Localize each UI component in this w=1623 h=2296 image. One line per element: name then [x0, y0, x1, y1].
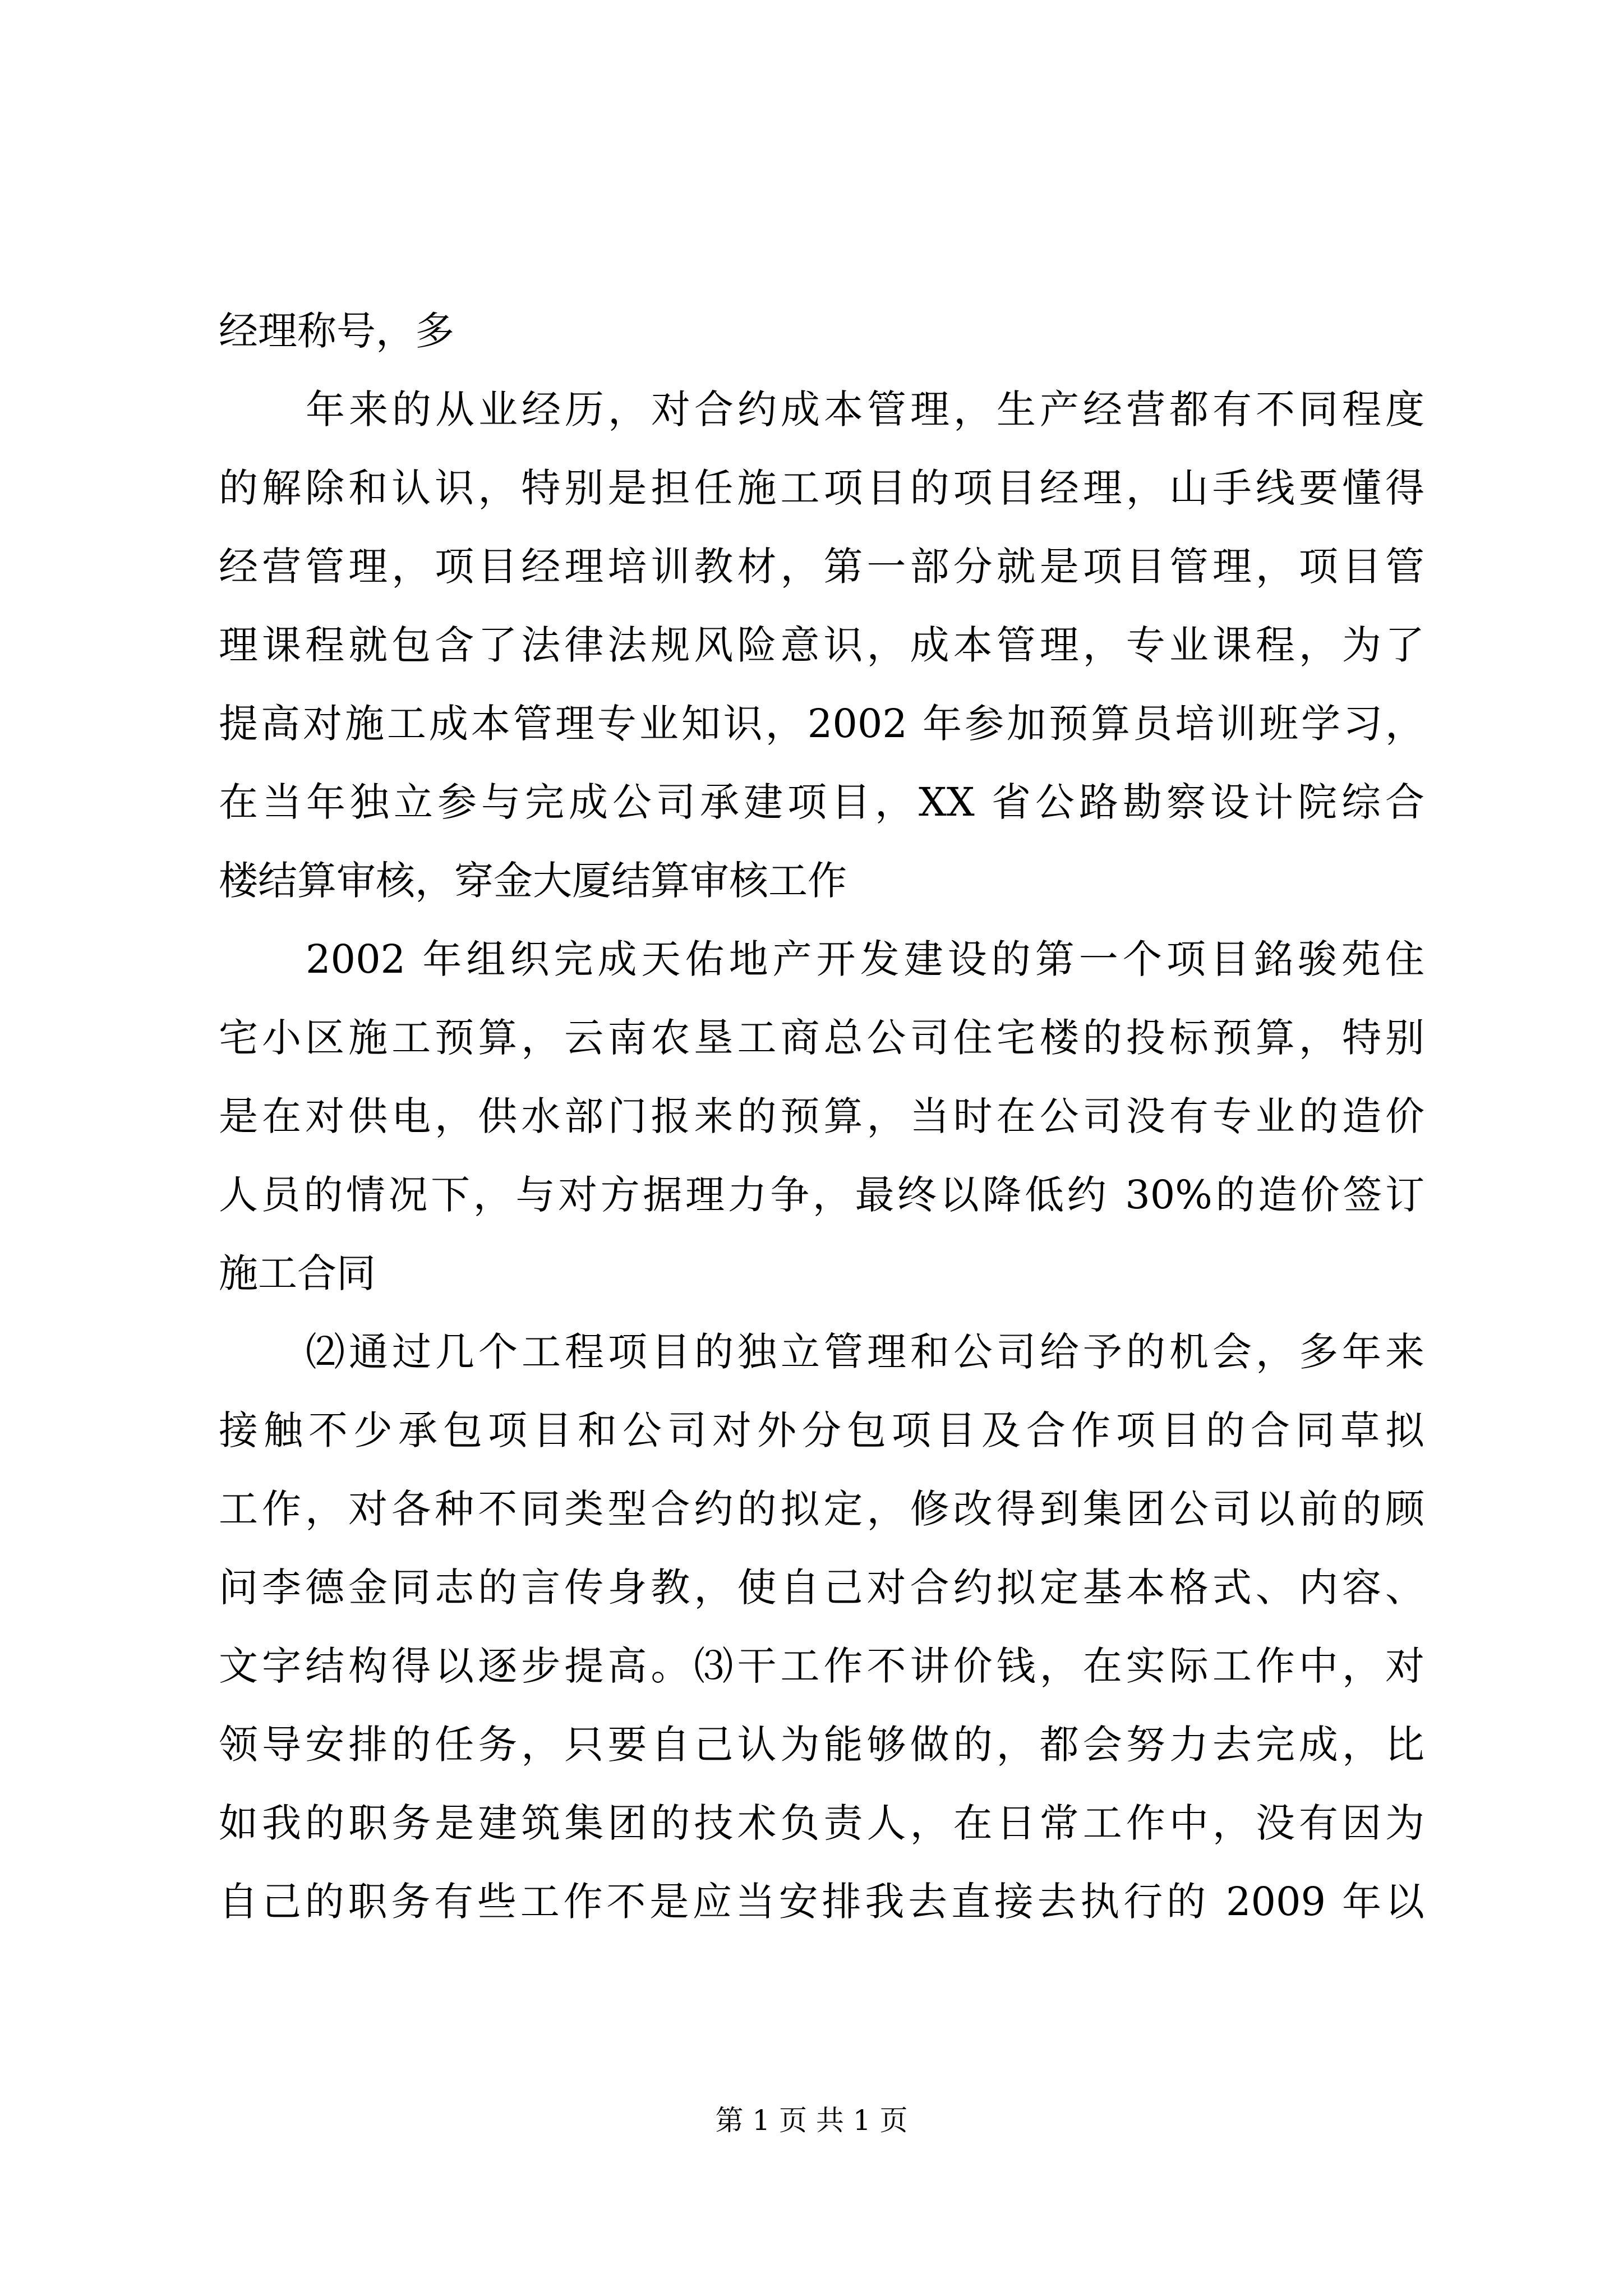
text-line: 的解除和认识，特别是担任施工项目的项目经理，山手线要懂得 [219, 465, 1424, 511]
text-line: 如我的职务是建筑集团的技术负责人，在日常工作中，没有因为 [219, 1800, 1424, 1846]
text-line: 年来的从业经历，对合约成本管理，生产经营都有不同程度 [306, 386, 1424, 432]
text-line: 2002 年组织完成天佑地产开发建设的第一个项目銘骏苑住 [306, 936, 1424, 982]
text-line: 楼结算审核，穿金大厦结算审核工作 [219, 858, 847, 904]
document-body [219, 292, 1424, 1941]
text-line: 文字结构得以逐步提高。⑶干工作不讲价钱，在实际工作中，对 [219, 1643, 1424, 1689]
text-line: 工作，对各种不同类型合约的拟定，修改得到集团公司以前的顾 [219, 1486, 1424, 1532]
text-line: 问李德金同志的言传身教，使自己对合约拟定基本格式、内容、 [219, 1565, 1424, 1611]
text-line: 领导安排的任务，只要自己认为能够做的，都会努力去完成，比 [219, 1722, 1424, 1768]
page-footer: 第 1 页 共 1 页 [715, 2104, 908, 2137]
text-line: 施工合同 [219, 1250, 376, 1296]
text-line: 人员的情况下，与对方据理力争，最终以降低约 30%的造价签订 [219, 1172, 1424, 1218]
text-line: 宅小区施工预算，云南农垦工商总公司住宅楼的投标预算，特别 [219, 1015, 1424, 1061]
text-line: 接触不少承包项目和公司对外分包项目及合作项目的合同草拟 [219, 1407, 1424, 1453]
text-line: 理课程就包含了法律法规风险意识，成本管理，专业课程，为了 [219, 622, 1424, 668]
text-line: 经营管理，项目经理培训教材，第一部分就是项目管理，项目管 [219, 544, 1424, 590]
text-line: 自己的职务有些工作不是应当安排我去直接去执行的 2009 年以 [219, 1879, 1424, 1925]
text-line: 在当年独立参与完成公司承建项目，XX 省公路勘察设计院综合 [219, 779, 1424, 825]
text-line: ⑵通过几个工程项目的独立管理和公司给予的机会，多年来 [306, 1329, 1424, 1375]
text-line: 提高对施工成本管理专业知识，2002 年参加预算员培训班学习， [219, 701, 1424, 747]
text-line: 经理称号，多 [219, 308, 454, 354]
text-line: 是在对供电，供水部门报来的预算，当时在公司没有专业的造价 [219, 1093, 1424, 1139]
